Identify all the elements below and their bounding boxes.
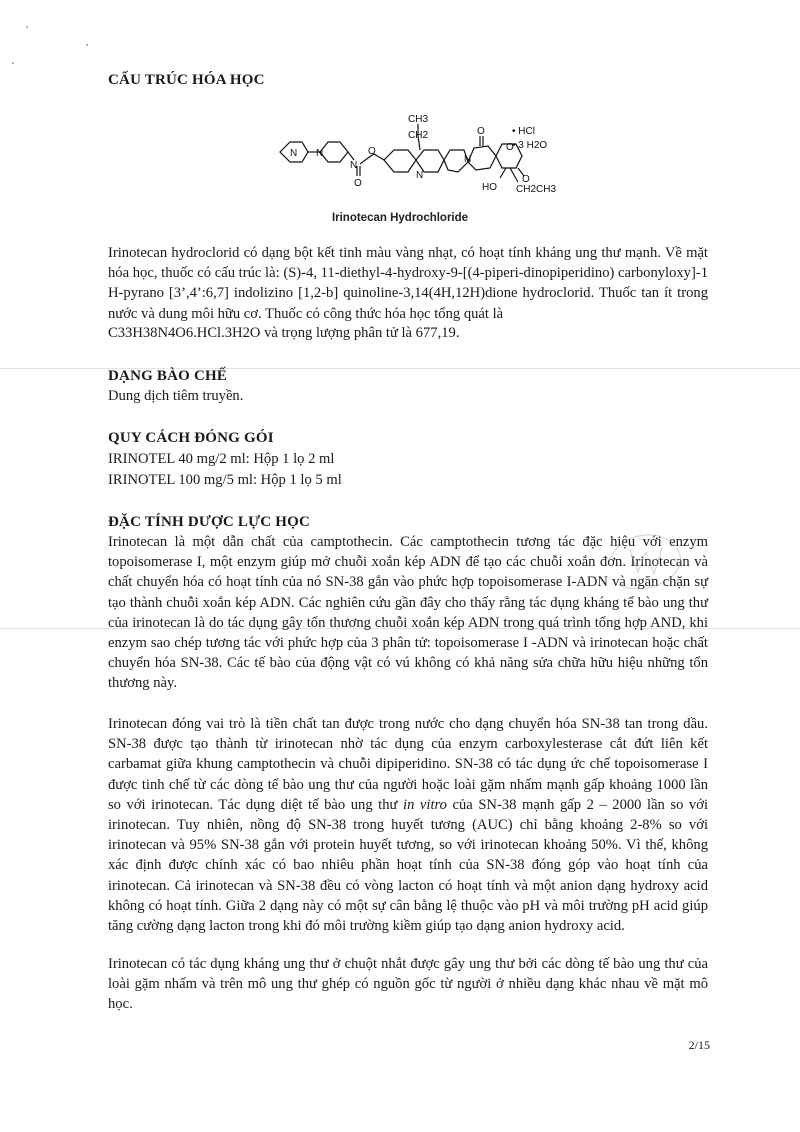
pd2-italic: in vitro [403,796,447,813]
label-n3: N [350,160,358,171]
packaging-line-2: IRINOTEL 100 mg/5 ml: Hộp 1 lọ 5 ml [108,472,342,488]
label-hcl: • HCl [512,126,535,137]
label-o5: O [522,174,530,185]
structure-caption: Irinotecan Hydrochloride [331,212,469,224]
label-o1: O [368,146,376,157]
label-o4: O [506,142,514,153]
pharmacodynamics-paragraph-2 [108,714,708,936]
label-n1: N [290,148,298,159]
packaging-line-1: IRINOTEL 40 mg/2 ml: Hộp 1 lọ 2 ml [108,451,335,467]
stamp-mark [600,520,690,600]
label-o2: O [354,178,362,189]
heading-dosage-form: DẠNG BÀO CHẾ [108,368,228,384]
dosage-form-text: Dung dịch tiêm truyền. [108,388,244,404]
label-ch3: CH3 [408,114,429,125]
label-ho: HO [482,182,497,193]
page-number: 2/15 [688,1038,710,1052]
pd2-text-b: của SN-38 mạnh gấp 2 – 2000 lần so với irinotecan. Tuy nhiên, nồng độ SN-38 trong huyết tương (AUC) chỉ bằng khoảng 2-8% so với irinotecan và 95% SN-38 gắn với protein huyết tương, so với irinotecan khoảng 50%. Vì thế, không xác định được chính xác có bao nhiêu phần hoạt tính của SN-38 đóng góp vào hoạt tính của irinotecan. Cả irinotecan và SN-38 đều có vòng lacton có hoạt tính và một anion dạng hydroxy acid không có hoạt tính. Giữa 2 dạng này có một sự cân bằng lệ thuộc vào pH và môi trường pH acid giúp tăng cường dạng lacton trong khi đó môi trường kiềm giúp tạo dạng anion hydroxy acid. [108,796,708,935]
scan-speck [86,44,88,46]
pd2-text-a: Irinotecan đóng vai trò là tiền chất tan được trong nước cho dạng chuyển hóa SN-38 tan trong dầu. SN-38 được tạo thành từ irinotecan nhờ tác dụng của enzym carboxylesterase cắt đứt liên kết carbamat giữa khung camptothecin và chuỗi dipiperidino. SN-38 có tác dụng ức chế topoisomerase I được tinh chế từ các dòng tế bào ung thư của người hoặc loài gặm nhấm mạnh gấp khoảng 1000 lần so với irinotecan. Tác dụng diệt tế bào ung thư [108,716,708,813]
label-ch2: CH2 [408,130,429,141]
heading-pharmacodynamics: ĐẶC TÍNH DƯỢC LỰC HỌC [108,514,310,530]
pharmacodynamics-paragraph-1: Irinotecan là một dẫn chất của camptothecin. Các camptothecin tương tác đặc hiệu với enzym topoisomerase I, một enzym giúp mở chuỗi xoắn kép ADN để tạo các chuỗi xoắn đơn. Irinotecan và chất chuyển hóa có hoạt tính của nó SN-38 gắn vào phức hợp topoisomerase I-ADN và ngăn chặn sự tạo thành chuỗi xoắn kép ADN. Các nghiên cứu gần đây cho thấy rằng tác dụng kháng tế bào ung thư của irinotecan là do tác dụng gây tổn thương chuỗi xoắn kép ADN trong quá trình tổng hợp AND, khi enzym sao chép tương tác với phức hợp của 3 phân tử: topoisomerase I -ADN và irinotecan hoặc chất chuyển hóa SN-38. Các tế bào của động vật có vú không có khả năng sửa chữa hữu hiệu những tổn thương này. [108,534,708,692]
chemical-structure-diagram [270,110,590,210]
heading-packaging: QUY CÁCH ĐÓNG GÓI [108,430,274,446]
heading-structure: CẤU TRÚC HÓA HỌC [108,72,265,88]
label-n4: N [464,154,472,165]
label-o3: O [477,126,485,137]
label-n2: N [316,148,324,159]
formula-line: C33H38N4O6.HCl.3H2O và trọng lượng phân tử là 677,19. [108,325,460,341]
intro-paragraph: Irinotecan hydroclorid có dạng bột kết tinh màu vàng nhạt, có hoạt tính kháng ung thư mạnh. Về mặt hóa học, thuốc có cấu trúc là: (S)-4, 11-diethyl-4-hydroxy-9-[(4-piperi-dinopiperidino) carbonyloxy]-1 H-pyrano [3’,4’:6,7] indolizino [1,2-b] quinoline-3,14(4H,12H)dione hydroclorid. Thuốc tan ít trong nước và dung môi hữu cơ. Thuốc có công thức hóa học tổng quát là [108,245,708,322]
label-ethyl: CH2CH3 [516,184,557,195]
label-n5: N [416,170,424,181]
label-water: • 3 H2O [512,140,548,151]
scan-speck [12,62,14,64]
pharmacodynamics-paragraph-3: Irinotecan có tác dụng kháng ung thư ở chuột nhắt được gây ung thư bởi các dòng tế bào ung thư của loài gặm nhấm và trên mô ung thư ghép có nguồn gốc từ người ở nhiều dạng khác nhau về mặt mô học. [108,956,708,1013]
scan-speck [26,26,28,28]
